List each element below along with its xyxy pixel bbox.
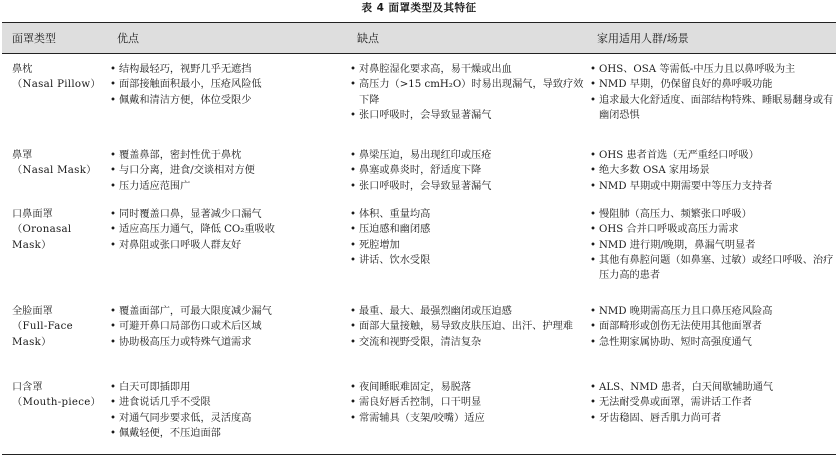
list-item: • 压迫感和幽闭感 <box>350 222 586 237</box>
list-item: • 面部大量接触，易导致皮肤压迫、出汗、护理难 <box>350 319 586 334</box>
disadvantages-cell <box>348 141 588 203</box>
list-item: • 佩戴和清洁方便，体位受限少 <box>110 93 346 108</box>
header-row <box>2 23 836 54</box>
list-item: • 牙齿稳固、唇舌肌力尚可者 <box>590 411 834 426</box>
table-row <box>2 141 836 203</box>
advantages-cell <box>108 141 348 203</box>
mask-type-cell <box>2 300 108 376</box>
mask-type-cell <box>2 376 108 455</box>
list-item: • 可避开鼻口局部伤口或术后区域 <box>110 319 346 334</box>
header-disadvantages: 缺点 <box>348 23 588 54</box>
advantages-list <box>110 62 346 108</box>
advantages-list <box>110 380 346 441</box>
list-item: • 面部畸形或创伤无法使用其他面罩者 <box>590 319 834 334</box>
list-item: • 交流和视野受限，清洁复杂 <box>350 335 586 350</box>
disadvantages-list <box>350 207 586 268</box>
table-caption: 表 4 面罩类型及其特征 <box>361 2 477 14</box>
list-item: • 同时覆盖口鼻，显著减少口漏气 <box>110 207 346 222</box>
list-item: • 覆盖面部广，可最大限度减少漏气 <box>110 304 346 319</box>
mask-name-cn: 鼻罩 <box>12 150 33 161</box>
list-item: • 覆盖鼻部，密封性优于鼻枕 <box>110 148 346 163</box>
scenarios-cell <box>588 300 836 376</box>
scenarios-list <box>590 380 834 426</box>
list-item: • 鼻塞或鼻炎时，舒适度下降 <box>350 163 586 178</box>
disadvantages-list <box>350 304 586 350</box>
scenarios-list <box>590 148 834 194</box>
list-item: • 张口呼吸时，会导致显著漏气 <box>350 179 586 194</box>
list-item: • 无法耐受鼻或面罩，需讲话工作者 <box>590 395 834 410</box>
scenarios-list <box>590 62 834 123</box>
list-item: • 结构最轻巧，视野几乎无遮挡 <box>110 62 346 77</box>
disadvantages-cell <box>348 300 588 376</box>
scenarios-cell <box>588 203 836 300</box>
list-item: • 追求最大化舒适度、面部结构特殊、睡眠易翻身或有幽闭恐惧 <box>590 93 834 124</box>
list-item: • 急性期家属协助、短时高强度通气 <box>590 335 834 350</box>
list-item: • 需良好唇舌控制，口干明显 <box>350 395 586 410</box>
table-row <box>2 54 836 142</box>
mask-name-en: （Full-Face Mask） <box>12 321 73 348</box>
list-item: • 压力适应范围广 <box>110 179 346 194</box>
scenarios-cell <box>588 376 836 455</box>
mask-name-en: （Oronasal Mask） <box>12 224 72 251</box>
list-item: • 慢阻肺（高压力、频繁张口呼吸） <box>590 207 834 222</box>
list-item: • NMD 早期或中期需要中等压力支持者 <box>590 179 834 194</box>
disadvantages-cell <box>348 203 588 300</box>
list-item: • 其他有鼻腔问题（如鼻塞、过敏）或经口呼吸、治疗压力高的患者 <box>590 253 834 284</box>
list-item: • 高压力（>15 cmH₂O）时易出现漏气，导致疗效下降 <box>350 77 586 108</box>
mask-types-table <box>2 22 836 455</box>
list-item: • 鼻梁压迫，易出现红印或压疮 <box>350 148 586 163</box>
list-item: • 对鼻腔湿化要求高，易干燥或出血 <box>350 62 586 77</box>
mask-name-cn: 口鼻面罩 <box>12 209 53 220</box>
list-item: • 进食说话几乎不受限 <box>110 395 346 410</box>
mask-name-en: （Nasal Pillow） <box>12 79 101 91</box>
scenarios-cell <box>588 54 836 142</box>
mask-type-cell <box>2 54 108 142</box>
list-item: • OHS、OSA 等需低-中压力且以鼻呼吸为主 <box>590 62 834 77</box>
list-item: • 绝大多数 OSA 家用场景 <box>590 163 834 178</box>
mask-name-cn: 口含罩 <box>12 382 43 393</box>
advantages-cell <box>108 376 348 455</box>
mask-type-cell <box>2 141 108 203</box>
disadvantages-list <box>350 148 586 194</box>
scenarios-list <box>590 304 834 350</box>
list-item: • 最重、最大、最强烈幽闭或压迫感 <box>350 304 586 319</box>
advantages-cell <box>108 54 348 142</box>
list-item: • 佩戴轻便，不压迫面部 <box>110 426 346 441</box>
disadvantages-list <box>350 62 586 123</box>
list-item: • 体积、重量均高 <box>350 207 586 222</box>
header-home-scenarios: 家用适用人群/场景 <box>588 23 836 54</box>
advantages-list <box>110 304 346 350</box>
list-item: • 死腔增加 <box>350 238 586 253</box>
advantages-cell <box>108 203 348 300</box>
list-item: • NMD 进行期/晚期，鼻漏气明显者 <box>590 238 834 253</box>
list-item: • OHS 合并口呼吸或高压力需求 <box>590 222 834 237</box>
list-item: • NMD 晚期需高压力且口鼻压疮风险高 <box>590 304 834 319</box>
mask-name-en: （Mouth-piece） <box>12 397 102 409</box>
list-item: • 常需辅具（支架/咬嘴）适应 <box>350 411 586 426</box>
list-item: • 对鼻阻或张口呼吸人群友好 <box>110 238 346 253</box>
list-item: • ALS、NMD 患者，白天间歇辅助通气 <box>590 380 834 395</box>
disadvantages-list <box>350 380 586 426</box>
scenarios-cell <box>588 141 836 203</box>
list-item: • 对通气同步要求低，灵活度高 <box>110 411 346 426</box>
list-item: • NMD 早期，仍保留良好的鼻呼吸功能 <box>590 77 834 92</box>
list-item: • OHS 患者首选（无严重经口呼吸） <box>590 148 834 163</box>
table-row <box>2 376 836 455</box>
disadvantages-cell <box>348 376 588 455</box>
advantages-cell <box>108 300 348 376</box>
mask-name-cn: 全脸面罩 <box>12 306 53 317</box>
advantages-list <box>110 207 346 253</box>
list-item: • 适应高压力通气，降低 CO₂重吸收 <box>110 222 346 237</box>
list-item: • 张口呼吸时，会导致显著漏气 <box>350 108 586 123</box>
mask-name-en: （Nasal Mask） <box>12 165 97 177</box>
mask-name-cn: 鼻枕 <box>12 64 33 75</box>
list-item: • 讲话、饮水受限 <box>350 253 586 268</box>
list-item: • 面部接触面积最小，压疮风险低 <box>110 77 346 92</box>
mask-type-cell <box>2 203 108 300</box>
header-advantages: 优点 <box>108 23 348 54</box>
list-item: • 白天可即插即用 <box>110 380 346 395</box>
list-item: • 夜间睡眠难固定，易脱落 <box>350 380 586 395</box>
disadvantages-cell <box>348 54 588 142</box>
table-row <box>2 300 836 376</box>
scenarios-list <box>590 207 834 283</box>
table-row <box>2 203 836 300</box>
header-mask-type: 面罩类型 <box>2 23 108 54</box>
list-item: • 协助极高压力或特殊气道需求 <box>110 335 346 350</box>
advantages-list <box>110 148 346 194</box>
list-item: • 与口分离，进食/交谈相对方便 <box>110 163 346 178</box>
